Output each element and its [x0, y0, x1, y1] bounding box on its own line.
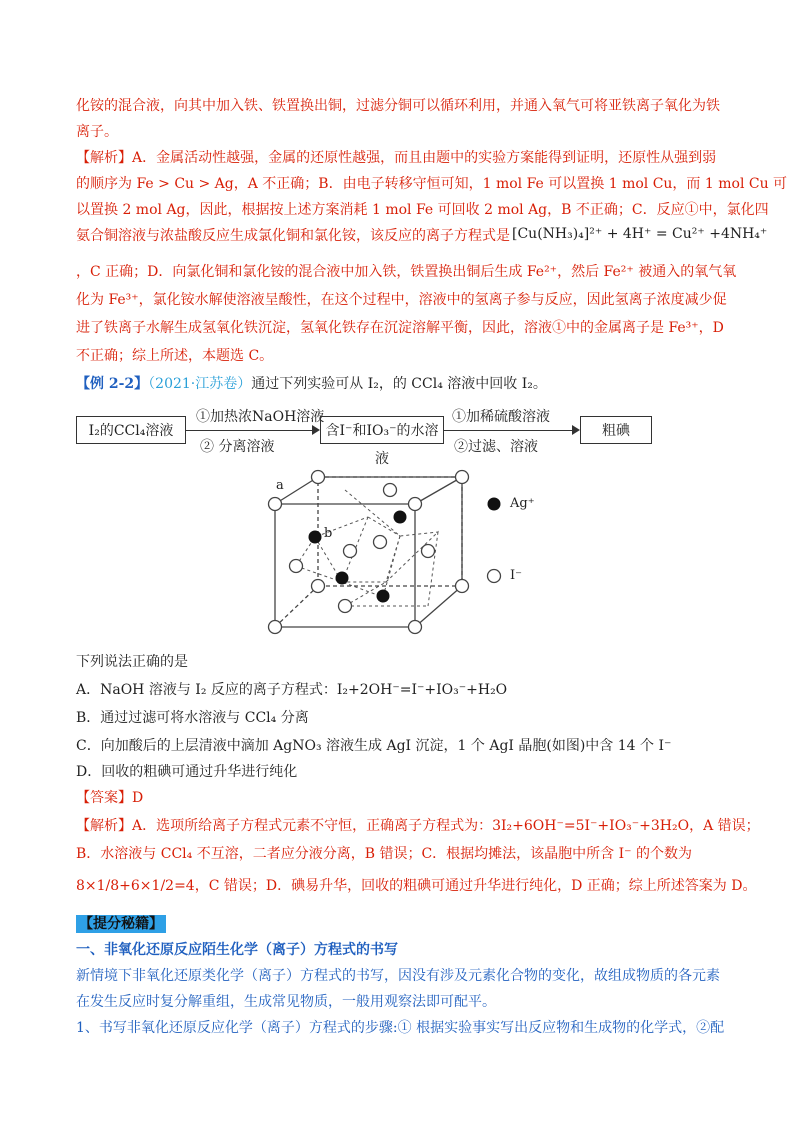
- analysis1-line-10: 不正确；综上所述，本题选 C。: [76, 348, 274, 364]
- legend-i-label: I⁻: [510, 568, 522, 583]
- crystal-cell-diagram: [250, 462, 550, 640]
- tips-tag: 【提分秘籍】: [76, 915, 166, 933]
- tips-line-1: 新情境下非氧化还原类化学（离子）方程式的书写，因没有涉及元素化合物的变化，故组成物质的各元素: [76, 968, 720, 984]
- flow-arrow-2: [444, 430, 578, 431]
- legend-ag-label: Ag⁺: [510, 496, 535, 511]
- flow-step1-top: ①加热浓NaOH溶液: [196, 409, 325, 425]
- question-prompt: 下列说法正确的是: [76, 654, 188, 670]
- flow-step1-bottom: ② 分离溶液: [200, 439, 275, 455]
- analysis2-line-3: 8×1/8+6×1/2=4，C 错误；D．碘易升华，回收的粗碘可通过升华进行纯化，D 正确；综上所述答案为 D。: [76, 878, 757, 894]
- example-header: [76, 374, 547, 394]
- analysis1-line-4: 的顺序为 Fe > Cu > Ag，A 不正确；B．由电子转移守恒可知，1 mol Fe 可以置换 1 mol Cu，而 1 mol Cu 可: [76, 176, 788, 192]
- tips-line-3: 1、书写非氧化还原反应化学（离子）方程式的步骤:① 根据实验事实写出反应物和生成物的化学式，②配: [76, 1020, 725, 1036]
- flow-arrow-1: [186, 430, 318, 431]
- flow-step2-top: ①加稀硫酸溶液: [452, 409, 550, 425]
- example-text: 通过下列实验可从 I₂，的 CCl₄ 溶液中回收 I₂。: [251, 376, 547, 392]
- analysis1-line-6: 氨合铜溶液与浓盐酸反应生成氯化铜和氯化铵，该反应的离子方程式是: [76, 228, 510, 244]
- flow-step2-bottom: ②过滤、溶液: [454, 439, 538, 455]
- tips-tag-line: [76, 914, 166, 934]
- analysis1-line-7: ，C 正确；D．向氯化铜和氯化铵的混合液中加入铁，铁置换出铜后生成 Fe²⁺，然后 Fe²⁺ 被通入的氧气氧: [76, 264, 737, 280]
- analysis2-line-2: B．水溶液与 CCl₄ 不互溶，二者应分液分离，B 错误；C．根据均摊法，该晶胞中所含 I⁻ 的个数为: [76, 846, 692, 862]
- analysis1-line-5: 以置换 2 mol Ag，因此，根据按上述方案消耗 1 mol Fe 可回收 2 mol Ag，B 不正确；C．反应①中，氯化四: [76, 202, 769, 218]
- atom-label-b: b: [324, 526, 333, 541]
- answer-label: 【答案】: [76, 790, 132, 806]
- option-a: A．NaOH 溶液与 I₂ 反应的离子方程式：I₂+2OH⁻=I⁻+IO₃⁻+H₂O: [76, 682, 508, 698]
- tips-heading: 一、非氧化还原反应陌生化学（离子）方程式的书写: [76, 942, 398, 958]
- atom-label-a: a: [276, 478, 284, 493]
- analysis1-line-2: 离子。: [76, 124, 118, 140]
- answer-value: D: [132, 790, 144, 806]
- analysis1-line-8: 化为 Fe³⁺，氯化铵水解使溶液呈酸性，在这个过程中，溶液中的氢离子参与反应，因此氢离子浓度减少促: [76, 292, 727, 308]
- analysis1-line-9: 进了铁离子水解生成氢氧化铁沉淀，氢氧化铁存在沉淀溶解平衡，因此，溶液①中的金属离子是 Fe³⁺，D: [76, 320, 724, 336]
- example-source: （2021·江苏卷）: [148, 376, 252, 392]
- example-tag: 【例 2-2】: [76, 376, 149, 392]
- option-c: C．向加酸后的上层清液中滴加 AgNO₃ 溶液生成 AgI 沉淀，1 个 AgI 晶胞(如图)中含 14 个 I⁻: [76, 738, 672, 754]
- flow-box-end: 粗碘: [580, 416, 652, 444]
- tips-line-2: 在发生反应时复分解重组，生成常见物质，一般用观察法即可配平。: [76, 994, 496, 1010]
- analysis1-line-1: 化铵的混合液，向其中加入铁、铁置换出铜，过滤分铜可以循环利用，并通入氧气可将亚铁离子氧化为铁: [76, 98, 720, 114]
- option-b: B．通过过滤可将水溶液与 CCl₄ 分离: [76, 710, 309, 726]
- answer-line: [76, 788, 143, 808]
- flow-box-middle: 含I⁻和IO₃⁻的水溶液: [320, 416, 444, 444]
- option-d: D．回收的粗碘可通过升华进行纯化: [76, 764, 298, 780]
- flow-box-start: I₂的CCl₄溶液: [76, 416, 186, 444]
- complex-equation: [Cu(NH₃)₄]²⁺ + 4H⁺ = Cu²⁺ +4NH₄⁺: [512, 226, 768, 242]
- analysis2-line-1: 【解析】A．选项所给离子方程式元素不守恒，正确离子方程式为：3I₂+6OH⁻=5I⁻+IO₃⁻+3H₂O，A 错误；: [76, 818, 760, 834]
- analysis1-line-3: 【解析】A．金属活动性越强，金属的还原性越强，而且由题中的实验方案能得到证明，还原性从强到弱: [76, 150, 717, 166]
